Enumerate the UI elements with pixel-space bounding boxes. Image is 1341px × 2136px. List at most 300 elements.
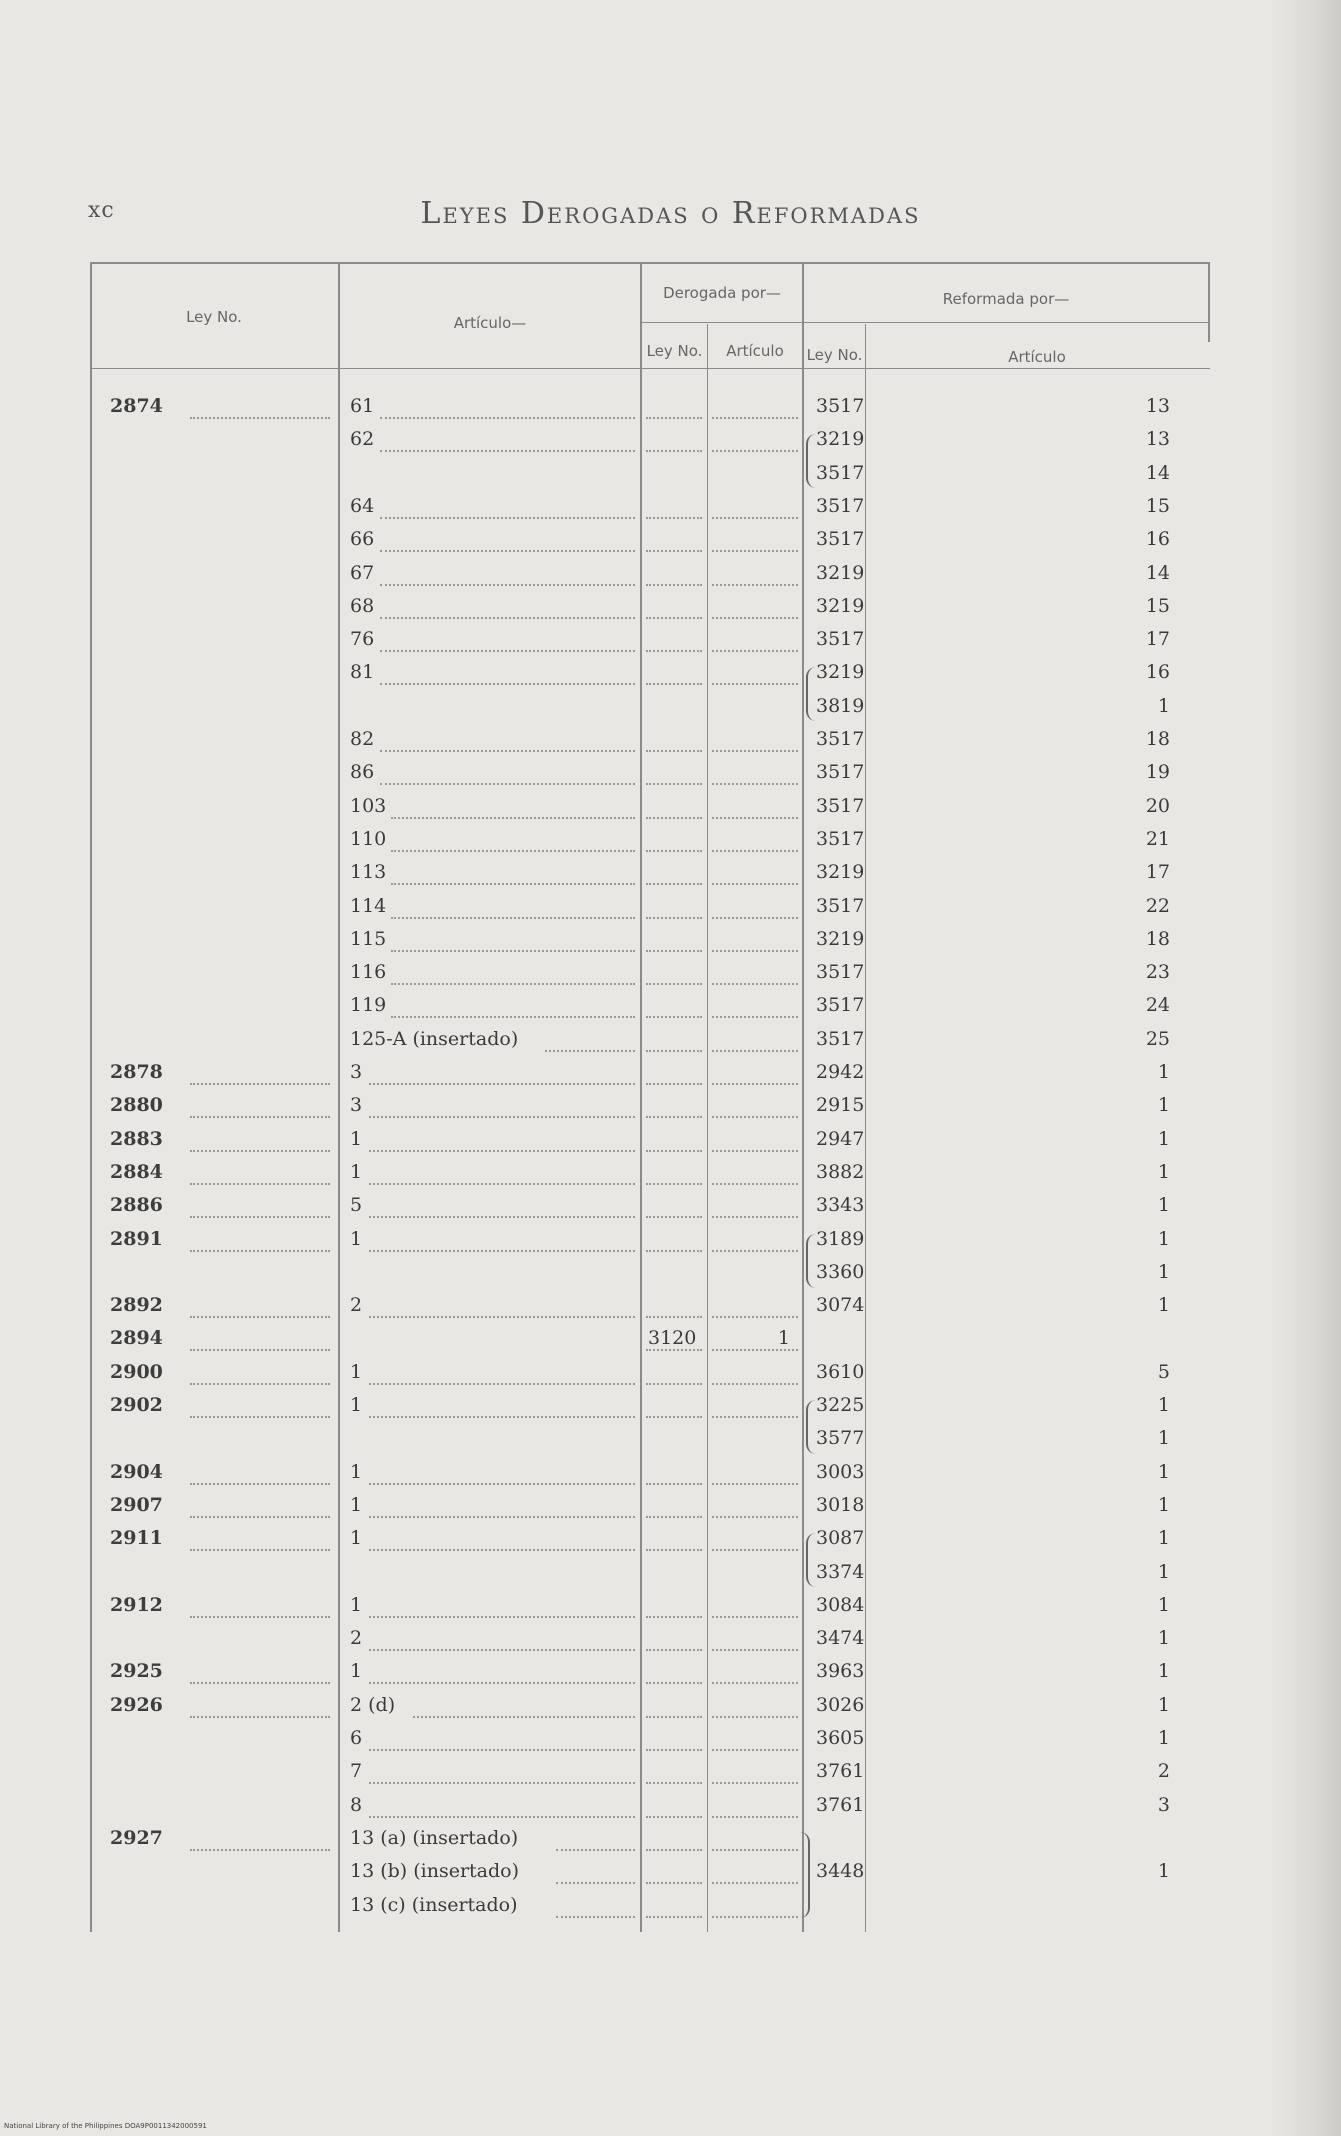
- law-number: 2880: [110, 1094, 163, 1117]
- header-reformada-ley-no: Ley No.: [806, 346, 863, 364]
- article-number: 3: [350, 1061, 363, 1083]
- law-number: 2912: [110, 1593, 163, 1616]
- dot-leader: [646, 1316, 702, 1318]
- header-reformada-por: Reformada por—: [942, 290, 1070, 308]
- article-number: 68: [350, 594, 375, 617]
- dot-leader: [646, 1150, 702, 1152]
- dot-leader: [369, 1116, 635, 1118]
- reformada-article-number: 22: [1145, 894, 1170, 917]
- article-number: 6: [350, 1727, 363, 1749]
- dot-leader: [380, 617, 635, 619]
- table-row: [90, 661, 1210, 691]
- table-row: [90, 1727, 1210, 1757]
- article-number: 2: [350, 1627, 363, 1650]
- dot-leader: [380, 683, 635, 685]
- reformada-article-number: 18: [1145, 927, 1170, 950]
- derogada-article-number: 1: [777, 1327, 790, 1350]
- reformada-ley-number: 3517: [816, 961, 865, 984]
- dot-leader: [190, 417, 330, 419]
- table-row: [90, 1494, 1210, 1524]
- table-row: [90, 495, 1210, 525]
- dot-leader: [712, 517, 798, 519]
- reformada-article-number: 1: [1157, 1194, 1170, 1217]
- reformada-article-number: 1: [1157, 1094, 1170, 1117]
- reformada-ley-number: 3882: [816, 1160, 865, 1183]
- dot-leader: [712, 817, 798, 819]
- dot-leader: [556, 1916, 635, 1918]
- dot-leader: [646, 650, 702, 652]
- table-row: [90, 1827, 1210, 1857]
- table-row: [90, 1760, 1210, 1790]
- reformada-ley-number: 3219: [816, 428, 865, 451]
- dot-leader: [545, 1050, 635, 1052]
- reformada-ley-number: 3219: [816, 861, 865, 884]
- table-row: [90, 928, 1210, 958]
- reformada-ley-number: 3761: [816, 1793, 865, 1816]
- dot-leader: [646, 950, 702, 952]
- table-row: [90, 1694, 1210, 1724]
- reformada-ley-number: 3963: [816, 1660, 865, 1683]
- table-row: [90, 1627, 1210, 1657]
- reformada-ley-number: 3087: [816, 1527, 865, 1550]
- reformada-article-number: 1: [1157, 1427, 1170, 1450]
- reformada-article-number: 15: [1145, 494, 1170, 517]
- article-number: 1: [350, 1593, 363, 1616]
- dot-leader: [391, 1016, 635, 1018]
- dot-leader: [712, 1349, 798, 1351]
- reformada-article-number: 5: [1157, 1360, 1170, 1383]
- article-number: 1: [350, 1227, 363, 1250]
- article-number: 1: [350, 1660, 363, 1683]
- law-number: 2904: [110, 1460, 163, 1483]
- reformada-ley-number: 3517: [816, 827, 865, 850]
- article-number: 103: [350, 794, 387, 817]
- laws-table: [90, 262, 1210, 1932]
- dot-leader: [646, 517, 702, 519]
- reformada-article-number: 1: [1157, 1627, 1170, 1650]
- reformada-article-number: 16: [1145, 661, 1170, 684]
- dot-leader: [190, 1216, 330, 1218]
- reformada-article-number: 1: [1157, 1160, 1170, 1183]
- dot-leader: [712, 1616, 798, 1618]
- law-number: 2894: [110, 1327, 163, 1350]
- dot-leader: [380, 750, 635, 752]
- dot-leader: [369, 1416, 635, 1418]
- dot-leader: [190, 1849, 330, 1851]
- dot-leader: [646, 1749, 702, 1751]
- dot-leader: [712, 1150, 798, 1152]
- dot-leader: [646, 1782, 702, 1784]
- reformada-article-number: 13: [1145, 395, 1170, 417]
- law-number: 2925: [110, 1660, 163, 1683]
- dot-leader: [712, 1083, 798, 1085]
- dot-leader: [646, 450, 702, 452]
- reformada-ley-number: 3225: [816, 1394, 865, 1416]
- dot-leader: [380, 550, 635, 552]
- reformada-ley-number: 3474: [816, 1627, 865, 1650]
- header-derogada-ley-no: Ley No.: [646, 342, 703, 360]
- dot-leader: [712, 1549, 798, 1551]
- reformada-article-number: 3: [1157, 1793, 1170, 1816]
- dot-leader: [190, 1416, 330, 1418]
- dot-leader: [712, 1183, 798, 1185]
- reformada-ley-number: 3517: [816, 1027, 865, 1050]
- reformada-article-number: 1: [1157, 1260, 1170, 1283]
- reformada-ley-number: 3084: [816, 1593, 865, 1616]
- article-number: 1: [350, 1160, 363, 1183]
- dot-leader: [380, 417, 635, 419]
- dot-leader: [712, 1782, 798, 1784]
- reformada-ley-number: 3018: [816, 1493, 865, 1516]
- dot-leader: [712, 1516, 798, 1518]
- dot-leader: [712, 1849, 798, 1851]
- law-number: 2902: [110, 1394, 163, 1416]
- article-number: 7: [350, 1760, 363, 1783]
- reformada-ley-number: 3219: [816, 661, 865, 684]
- table-row: [90, 1860, 1210, 1890]
- dot-leader: [380, 783, 635, 785]
- table-row: [90, 728, 1210, 758]
- dot-leader: [190, 1250, 330, 1252]
- dot-leader: [369, 1649, 635, 1651]
- article-number: 2: [350, 1294, 363, 1317]
- dot-leader: [369, 1083, 635, 1085]
- dot-leader: [712, 1749, 798, 1751]
- table-row: [90, 628, 1210, 658]
- reformada-ley-number: 3219: [816, 927, 865, 950]
- table-row: [90, 994, 1210, 1024]
- reformada-ley-number: 3517: [816, 528, 865, 551]
- dot-leader: [369, 1516, 635, 1518]
- dot-leader: [380, 517, 635, 519]
- reformada-ley-number: 3343: [816, 1194, 865, 1217]
- reformada-ley-number: 3448: [816, 1860, 865, 1883]
- dot-leader: [190, 1682, 330, 1684]
- dot-leader: [646, 1183, 702, 1185]
- table-row: [90, 1427, 1210, 1457]
- dot-leader: [712, 550, 798, 552]
- table-row: [90, 595, 1210, 625]
- table-row: [90, 1094, 1210, 1124]
- dot-leader: [646, 550, 702, 552]
- dot-leader: [646, 1816, 702, 1818]
- dot-leader: [190, 1516, 330, 1518]
- dot-leader: [712, 950, 798, 952]
- dot-leader: [646, 1616, 702, 1618]
- dot-leader: [369, 1616, 635, 1618]
- dot-leader: [712, 1216, 798, 1218]
- dot-leader: [190, 1316, 330, 1318]
- reformada-ley-number: 3517: [816, 628, 865, 651]
- dot-leader: [646, 1882, 702, 1884]
- page-title: Leyes Derogadas o Reformadas: [420, 196, 921, 231]
- article-number: 114: [350, 894, 387, 917]
- dot-leader: [369, 1483, 635, 1485]
- reformada-article-number: 1: [1157, 1394, 1170, 1416]
- law-number: 2874: [110, 395, 163, 417]
- dot-leader: [646, 750, 702, 752]
- table-row: [90, 1794, 1210, 1824]
- law-number: 2900: [110, 1360, 163, 1383]
- dot-leader: [646, 917, 702, 919]
- dot-leader: [369, 1316, 635, 1318]
- dot-leader: [646, 1349, 702, 1351]
- dot-leader: [391, 950, 635, 952]
- dot-leader: [369, 1549, 635, 1551]
- dot-leader: [646, 1682, 702, 1684]
- dot-leader: [712, 1649, 798, 1651]
- reformada-article-number: 1: [1157, 1294, 1170, 1317]
- reformada-ley-number: 3517: [816, 395, 865, 417]
- table-row: [90, 1194, 1210, 1224]
- dot-leader: [712, 417, 798, 419]
- dot-leader: [646, 1016, 702, 1018]
- reformada-article-number: 25: [1145, 1027, 1170, 1050]
- table-row: [90, 895, 1210, 925]
- article-number: 1: [350, 1127, 363, 1150]
- dot-leader: [712, 617, 798, 619]
- table-row: [90, 1294, 1210, 1324]
- dot-leader: [646, 617, 702, 619]
- reformada-ley-number: 3003: [816, 1460, 865, 1483]
- dot-leader: [391, 817, 635, 819]
- dot-leader: [391, 850, 635, 852]
- dot-leader: [712, 883, 798, 885]
- dot-leader: [712, 1316, 798, 1318]
- table-row: [90, 1161, 1210, 1191]
- reformada-ley-number: 3219: [816, 594, 865, 617]
- dot-leader: [712, 1116, 798, 1118]
- dot-leader: [646, 1549, 702, 1551]
- dot-leader: [646, 1716, 702, 1718]
- article-number: 1: [350, 1527, 363, 1550]
- reformada-article-number: 1: [1157, 1127, 1170, 1150]
- article-number: 3: [350, 1094, 363, 1117]
- law-number: 2891: [110, 1227, 163, 1250]
- reformada-article-number: 1: [1157, 1727, 1170, 1749]
- dot-leader: [556, 1882, 635, 1884]
- article-number: 13 (b) (insertado): [350, 1860, 520, 1883]
- reformada-ley-number: 3374: [816, 1560, 865, 1583]
- dot-leader: [391, 883, 635, 885]
- dot-leader: [369, 1816, 635, 1818]
- reformada-ley-number: 3761: [816, 1760, 865, 1783]
- dot-leader: [190, 1549, 330, 1551]
- law-number: 2926: [110, 1693, 163, 1716]
- header-derogada-por: Derogada por—: [663, 284, 781, 302]
- dot-leader: [712, 750, 798, 752]
- dot-leader: [646, 1516, 702, 1518]
- dot-leader: [391, 983, 635, 985]
- dot-leader: [646, 1250, 702, 1252]
- dot-leader: [190, 1150, 330, 1152]
- reformada-ley-number: 3219: [816, 561, 865, 584]
- scan-footer: National Library of the Philippines DOA9P0011342000591: [4, 2122, 207, 2130]
- dot-leader: [646, 1083, 702, 1085]
- reformada-article-number: 1: [1157, 1693, 1170, 1716]
- dot-leader: [646, 983, 702, 985]
- dot-leader: [380, 650, 635, 652]
- article-number: 76: [350, 628, 375, 651]
- dot-leader: [646, 1916, 702, 1918]
- table-row: [90, 1327, 1210, 1357]
- reformada-article-number: 23: [1145, 961, 1170, 984]
- table-row: [90, 1128, 1210, 1158]
- reformada-article-number: 18: [1145, 728, 1170, 750]
- dot-leader: [190, 1616, 330, 1618]
- article-number: 1: [350, 1460, 363, 1483]
- reformada-article-number: 14: [1145, 461, 1170, 484]
- header-derogada-articulo: Artículo: [726, 342, 784, 360]
- dot-leader: [391, 917, 635, 919]
- dot-leader: [712, 1483, 798, 1485]
- dot-leader: [646, 883, 702, 885]
- table-row: [90, 528, 1210, 558]
- table-row: [90, 695, 1210, 725]
- article-number: 13 (a) (insertado): [350, 1826, 519, 1849]
- dot-leader: [646, 1483, 702, 1485]
- reformada-article-number: 1: [1157, 1593, 1170, 1616]
- dot-leader: [712, 1050, 798, 1052]
- reformada-ley-number: 2947: [816, 1127, 865, 1150]
- reformada-article-number: 14: [1145, 561, 1170, 584]
- dot-leader: [712, 584, 798, 586]
- reformada-article-number: 1: [1157, 694, 1170, 717]
- table-row: [90, 428, 1210, 458]
- dot-leader: [190, 1483, 330, 1485]
- dot-leader: [712, 783, 798, 785]
- law-number: 2883: [110, 1127, 163, 1150]
- dot-leader: [190, 1383, 330, 1385]
- dot-leader: [369, 1782, 635, 1784]
- law-number: 2907: [110, 1493, 163, 1516]
- reformada-ley-number: 3517: [816, 494, 865, 517]
- dot-leader: [369, 1250, 635, 1252]
- dot-leader: [369, 1682, 635, 1684]
- table-row: [90, 1561, 1210, 1591]
- reformada-article-number: 1: [1157, 1527, 1170, 1550]
- reformada-article-number: 15: [1145, 594, 1170, 617]
- reformada-ley-number: 3819: [816, 694, 865, 717]
- article-number: 1: [350, 1493, 363, 1516]
- dot-leader: [712, 1682, 798, 1684]
- dot-leader: [190, 1183, 330, 1185]
- dot-leader: [712, 683, 798, 685]
- law-number: 2892: [110, 1294, 163, 1317]
- reformada-ley-number: 3360: [816, 1260, 865, 1283]
- article-number: 110: [350, 827, 387, 850]
- reformada-ley-number: 3517: [816, 461, 865, 484]
- reformada-ley-number: 3605: [816, 1727, 865, 1749]
- reformada-article-number: 13: [1145, 428, 1170, 451]
- reformada-article-number: 1: [1157, 1460, 1170, 1483]
- article-number: 119: [350, 994, 387, 1017]
- table-row: [90, 1361, 1210, 1391]
- article-number: 86: [350, 761, 375, 784]
- article-number: 64: [350, 494, 375, 517]
- dot-leader: [190, 1716, 330, 1718]
- dot-leader: [413, 1716, 635, 1718]
- dot-leader: [712, 1716, 798, 1718]
- reformada-ley-number: 3517: [816, 794, 865, 817]
- dot-leader: [380, 450, 635, 452]
- article-number: 81: [350, 661, 375, 684]
- reformada-ley-number: 3610: [816, 1360, 865, 1383]
- table-row: [90, 395, 1210, 425]
- dot-leader: [646, 1383, 702, 1385]
- reformada-article-number: 20: [1145, 794, 1170, 817]
- dot-leader: [646, 817, 702, 819]
- table-row: [90, 828, 1210, 858]
- dot-leader: [556, 1849, 635, 1851]
- reformada-article-number: 1: [1157, 1493, 1170, 1516]
- article-number: 1: [350, 1360, 363, 1383]
- table-row: [90, 1061, 1210, 1091]
- dot-leader: [712, 1816, 798, 1818]
- dot-leader: [712, 650, 798, 652]
- article-number: 115: [350, 927, 387, 950]
- reformada-ley-number: 3517: [816, 728, 865, 750]
- table-row: [90, 795, 1210, 825]
- article-number: 66: [350, 528, 375, 551]
- reformada-article-number: 16: [1145, 528, 1170, 551]
- article-number: 62: [350, 428, 375, 451]
- reformada-article-number: 1: [1157, 1860, 1170, 1883]
- dot-leader: [646, 1849, 702, 1851]
- header-ley-no: Ley No.: [186, 308, 242, 326]
- table-row: [90, 1894, 1210, 1924]
- table-row: [90, 1394, 1210, 1424]
- dot-leader: [369, 1216, 635, 1218]
- dot-leader: [712, 850, 798, 852]
- reformada-ley-number: 2915: [816, 1094, 865, 1117]
- page-shadow: [1271, 0, 1341, 2136]
- reformada-article-number: 24: [1145, 994, 1170, 1017]
- header-reformada-articulo: Artículo: [1008, 348, 1066, 366]
- reformada-article-number: 1: [1157, 1227, 1170, 1250]
- article-number: 5: [350, 1194, 363, 1217]
- table-row: [90, 961, 1210, 991]
- page-number: xc: [88, 198, 115, 223]
- law-number: 2911: [110, 1527, 163, 1550]
- law-number: 2927: [110, 1826, 163, 1849]
- dot-leader: [369, 1150, 635, 1152]
- table-row: [90, 1261, 1210, 1291]
- table-row: [90, 462, 1210, 492]
- dot-leader: [190, 1349, 330, 1351]
- dot-leader: [646, 1216, 702, 1218]
- dot-leader: [646, 1050, 702, 1052]
- law-number: 2878: [110, 1061, 163, 1083]
- dot-leader: [712, 1882, 798, 1884]
- dot-leader: [712, 1250, 798, 1252]
- dot-leader: [712, 1416, 798, 1418]
- law-number: 2884: [110, 1160, 163, 1183]
- table-row: [90, 1028, 1210, 1058]
- article-number: 125-A (insertado): [350, 1027, 519, 1050]
- dot-leader: [646, 850, 702, 852]
- article-number: 8: [350, 1793, 363, 1816]
- table-row: [90, 861, 1210, 891]
- reformada-article-number: 1: [1157, 1660, 1170, 1683]
- dot-leader: [190, 1116, 330, 1118]
- dot-leader: [712, 1016, 798, 1018]
- table-row: [90, 761, 1210, 791]
- article-number: 67: [350, 561, 375, 584]
- table-row: [90, 1461, 1210, 1491]
- reformada-article-number: 1: [1157, 1560, 1170, 1583]
- reformada-ley-number: 3577: [816, 1427, 865, 1450]
